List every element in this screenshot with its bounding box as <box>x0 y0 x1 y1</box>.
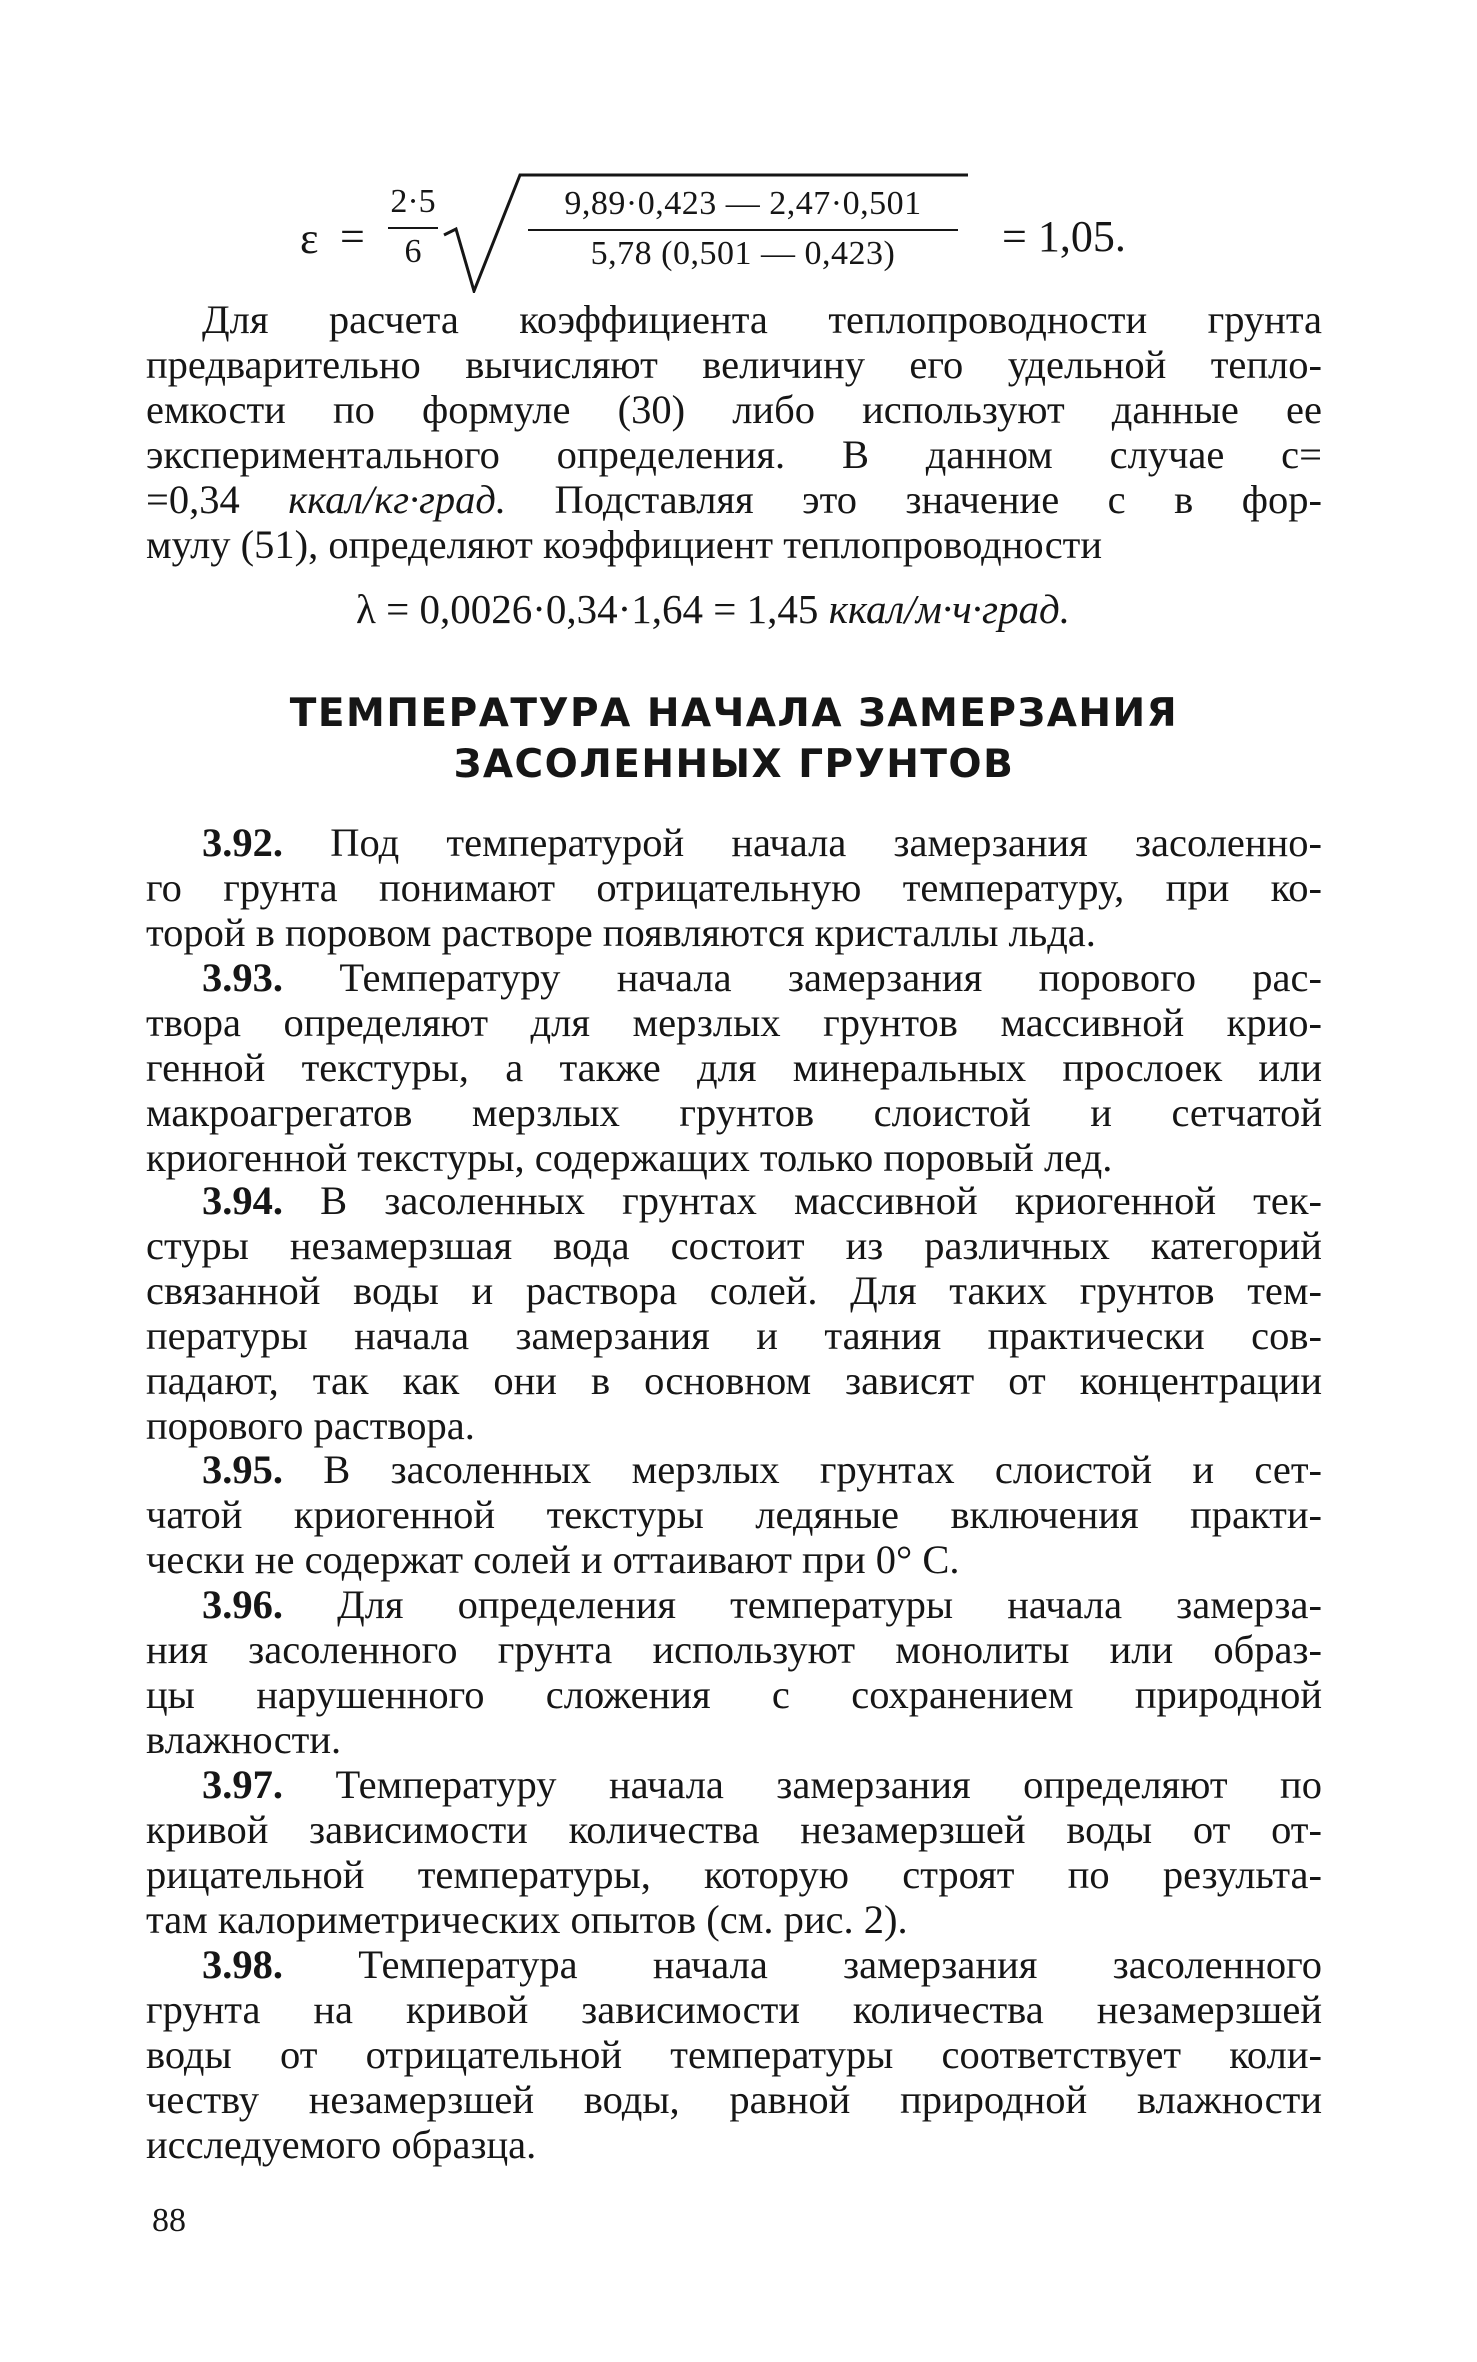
section-number: 3.97. <box>202 1762 283 1807</box>
text-line: экспериментального определения. В данном случае с= <box>146 432 1322 477</box>
lambda-formula <box>356 585 1070 633</box>
text-line: кривой зависимости количества незамерзшей воды от от- <box>146 1807 1322 1852</box>
text-fragment: Подставляя это значение с в фор- <box>506 477 1322 522</box>
text-line <box>146 1178 1322 1223</box>
text-fragment: Для определения температуры начала замерза- <box>283 1582 1322 1627</box>
root-numerator: 9,89·0,423 — 2,47·0,501 <box>564 185 922 222</box>
text-fragment: Температура начала замерзания засоленного <box>283 1942 1322 1987</box>
text-line <box>146 1762 1322 1807</box>
section-3-92 <box>146 820 1322 955</box>
page-number: 88 <box>152 2202 186 2239</box>
section-heading <box>146 688 1322 790</box>
text-line: твора определяют для мерзлых грунтов массивной крио- <box>146 1000 1322 1045</box>
text-line: связанной воды и раствора солей. Для таких грунтов тем- <box>146 1268 1322 1313</box>
text-line <box>146 1447 1322 1492</box>
root-fraction <box>528 185 958 273</box>
epsilon-formula <box>300 165 1200 305</box>
text-line: мулу (51), определяют коэффициент теплопроводности <box>146 522 1103 567</box>
coefficient-fraction <box>388 183 438 271</box>
text-line: цы нарушенного сложения с сохранением природной <box>146 1672 1322 1717</box>
section-number: 3.94. <box>202 1178 283 1223</box>
text-line: емкости по формуле (30) либо используют данные ее <box>146 387 1322 432</box>
coefficient-numerator: 2·5 <box>390 183 436 220</box>
text-line: порового раствора. <box>146 1403 475 1448</box>
section-3-94 <box>146 1178 1322 1448</box>
text-line: стуры незамерзшая вода состоит из различных категорий <box>146 1223 1322 1268</box>
text-line <box>146 1582 1322 1627</box>
root-denominator: 5,78 (0,501 — 0,423) <box>590 235 896 272</box>
text-fragment: Под температурой начала замерзания засоленно- <box>283 820 1322 865</box>
text-line: чески не содержат солей и оттаивают при 0° С. <box>146 1537 960 1582</box>
text-line: влажности. <box>146 1717 342 1762</box>
text-fragment: =0,34 <box>146 477 289 522</box>
heading-line-1: ТЕМПЕРАТУРА НАЧАЛА ЗАМЕРЗАНИЯ <box>289 691 1179 736</box>
text-line: честву незамерзшей воды, равной природной влажности <box>146 2077 1322 2122</box>
section-3-98 <box>146 1942 1322 2167</box>
text-line <box>146 955 1322 1000</box>
epsilon-symbol: ε <box>300 214 319 263</box>
section-number: 3.95. <box>202 1447 283 1492</box>
text-line: торой в поровом растворе появляются кристаллы льда. <box>146 910 1096 955</box>
text-fragment: Температуру начала замерзания определяют по <box>283 1762 1322 1807</box>
coefficient-denominator: 6 <box>404 233 422 270</box>
text-line: пературы начала замерзания и таяния практически сов- <box>146 1313 1322 1358</box>
text-line: го грунта понимают отрицательную температуру, при ко- <box>146 865 1322 910</box>
section-number: 3.92. <box>202 820 283 865</box>
fraction-bar <box>388 227 438 229</box>
text-line: предварительно вычисляют величину его удельной тепло- <box>146 342 1322 387</box>
text-line: воды от отрицательной температуры соответствует коли- <box>146 2032 1322 2077</box>
text-line: чатой криогенной текстуры ледяные включения практи- <box>146 1492 1322 1537</box>
text-line: исследуемого образца. <box>146 2122 537 2167</box>
text-line: криогенной текстуры, содержащих только поровый лед. <box>146 1135 1113 1180</box>
section-3-96 <box>146 1582 1322 1762</box>
heading-line-2: ЗАСОЛЕННЫХ ГРУНТОВ <box>453 742 1015 787</box>
text-fragment: Температуру начала замерзания порового рас- <box>283 955 1322 1000</box>
lambda-expression: λ = 0,0026·0,34·1,64 = 1,45 <box>356 586 829 632</box>
text-line: грунта на кривой зависимости количества незамерзшей <box>146 1987 1322 2032</box>
text-line: Для расчета коэффициента теплопроводности грунта <box>202 297 1322 342</box>
section-3-93 <box>146 955 1322 1180</box>
text-line: генной текстуры, а также для минеральных прослоек или <box>146 1045 1322 1090</box>
intro-paragraph <box>146 297 1322 567</box>
text-line: там калориметрических опытов (см. рис. 2). <box>146 1897 908 1942</box>
unit-italic: ккал/кг·град. <box>288 477 507 522</box>
text-line: рицательной температуры, которую строят по результа- <box>146 1852 1322 1897</box>
section-number: 3.93. <box>202 955 283 1000</box>
section-3-97 <box>146 1762 1322 1942</box>
equals-sign: = <box>340 212 365 261</box>
section-number: 3.98. <box>202 1942 283 1987</box>
lambda-unit: ккал/м·ч·град. <box>828 586 1071 632</box>
text-fragment: В засоленных грунтах массивной криогенной тек- <box>283 1178 1322 1223</box>
text-line <box>146 1942 1322 1987</box>
section-3-95 <box>146 1447 1322 1582</box>
section-number: 3.96. <box>202 1582 283 1627</box>
text-line <box>146 820 1322 865</box>
text-line <box>146 477 1322 522</box>
formula-result: = 1,05. <box>1002 212 1126 261</box>
fraction-bar <box>528 229 958 231</box>
text-line: ния засоленного грунта используют монолиты или образ- <box>146 1627 1322 1672</box>
text-fragment: В засоленных мерзлых грунтах слоистой и сет- <box>283 1447 1322 1492</box>
text-line: макроагрегатов мерзлых грунтов слоистой и сетчатой <box>146 1090 1322 1135</box>
text-line: падают, так как они в основном зависят от концентрации <box>146 1358 1322 1403</box>
